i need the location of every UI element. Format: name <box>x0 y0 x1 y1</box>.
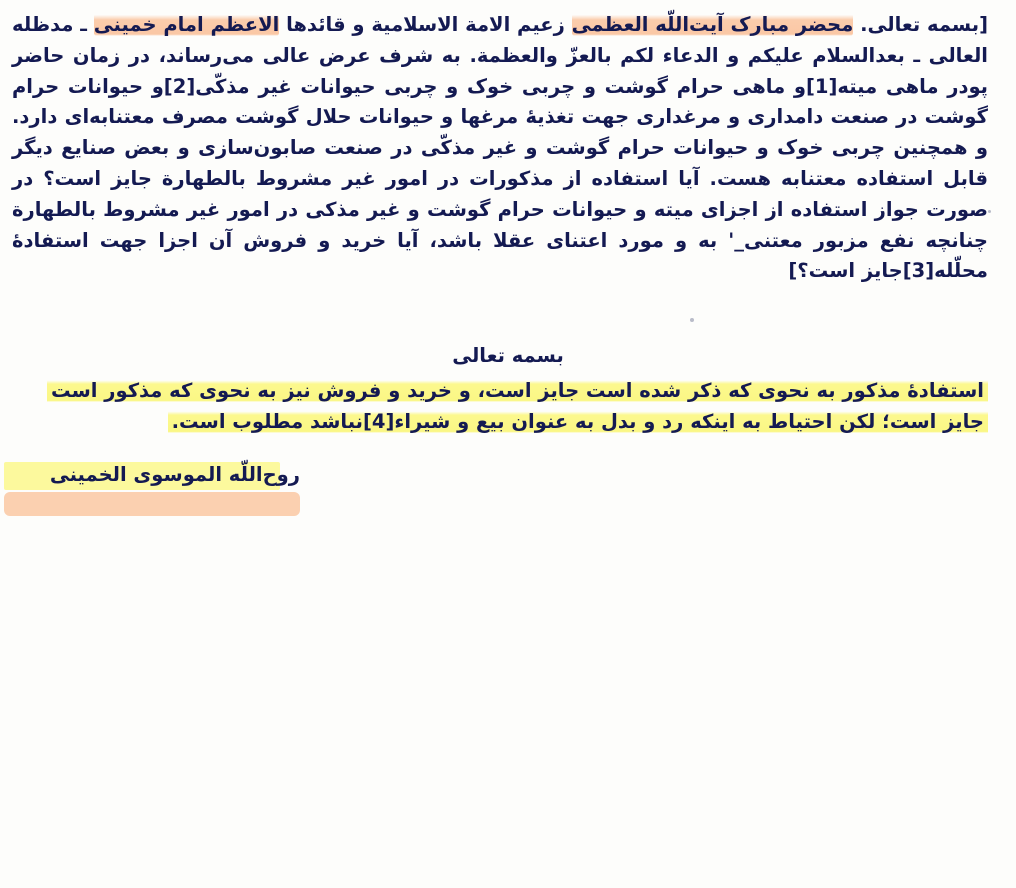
answer-text <box>12 375 988 437</box>
question-rest: ـ مدظله العالی ـ بعدالسلام علیکم و الدعاء لکم بالعزّ والعظمة. به شرف عرض عالی می‌رساند، در زمان حاضر پودر ماهی میته[1]و ماهی حرام گوشت و چربی خوک و چربی حیوانات غیر مذکّی[2]و حیوانات حرام گوشت در صنعت دامداری و مرغداری جهت تغذیهٔ مرغها و حیوانات حلال گوشت مصرف معتنابه‌ای دارد. و همچنین چربی خوک و حیوانات حرام گوشت و غیر مذکّی در صنعت صابون‌سازی و بعض صنایع دیگر قابل استفاده معتنابه هست. آیا استفاده از مذکورات در امور غیر مشروط بالطهارة جایز است؟ در صورت جواز استفاده از اجزای میته و حیوانات حرام گوشت و غیر مذکی در امور غیر مشروط بالطهارة چنانچه نفع مزبور معتنی_' به و مورد اعتنای عقلا باشد، آیا خرید و فروش آن اجزا جهت استفادهٔ محلّله[3]جایز است؟] <box>12 13 989 283</box>
paper-speck <box>690 318 694 322</box>
paper-speck <box>988 210 991 213</box>
addressee-highlight: محضر مبارک آیت‌اللّه العظمی <box>571 13 854 36</box>
question-middle: زعیم الامة الاسلامیة و قائدها <box>279 13 572 36</box>
question-text <box>12 10 988 287</box>
signature-underline-highlight <box>4 492 300 516</box>
answer-heading: بسمه تعالی <box>452 344 564 367</box>
question-open: [بسمه تعالی. <box>853 13 988 36</box>
title-highlight: الاعظم امام خمینی <box>93 13 280 36</box>
signature: روح‌اللّه الموسوی الخمینی <box>49 463 300 486</box>
answer-highlight: استفادهٔ مذکور به نحوی که ذکر شده است جایز است، و خرید و فروش نیز به نحوی که مذکور است جایز است؛ لکن احتیاط به اینکه رد و بدل به عنوان بیع و شیراء[4]نباشد مطلوب است. <box>47 379 988 433</box>
